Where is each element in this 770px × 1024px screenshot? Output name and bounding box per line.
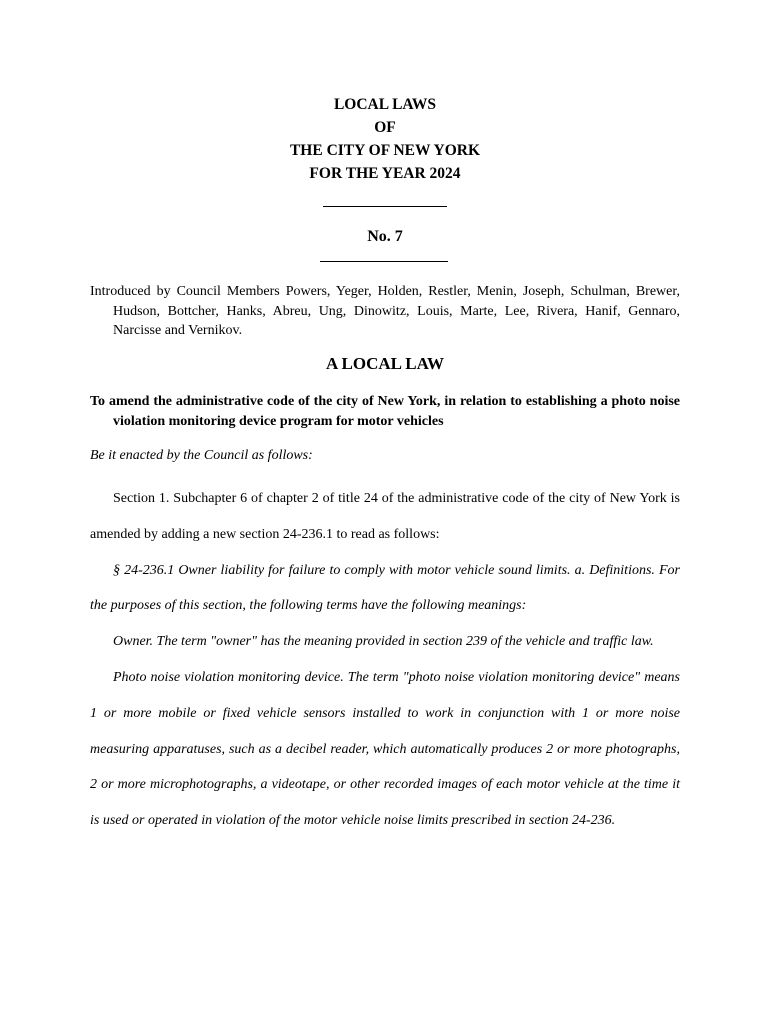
device-definition-paragraph: Photo noise violation monitoring device. The term "photo noise violation monitoring device" means 1 or more mobile or fixed vehicle sensors installed to work in conjunction with 1 or more noise measuring apparatuses, such as a decibel reader, which automatically produces 2 or more photographs, 2 or more microphotographs, a videotape, or other recorded images of each motor vehicle at the time it is used or operated in violation of the motor vehicle noise limits prescribed in section 24-236. [90, 669, 680, 829]
title-line: THE CITY OF NEW YORK [289, 142, 481, 159]
title-line: LOCAL LAWS [333, 96, 437, 113]
top-divider [323, 206, 447, 207]
definition-intro-paragraph: § 24-236.1 Owner liability for failure to comply with motor vehicle sound limits. a. Definitions. For the purposes of this section, the following terms have the following meanings: [90, 562, 680, 614]
title-line: OF [374, 119, 396, 136]
local-law-heading: A LOCAL LAW [325, 354, 445, 373]
section-paragraph: Section 1. Subchapter 6 of chapter 2 of title 24 of the administrative code of the city of New York is amended by adding a new section 24-236.1 to read as follows: [90, 491, 680, 542]
owner-definition-paragraph: Owner. The term "owner" has the meaning provided in section 239 of the vehicle and traffic law. [113, 634, 654, 650]
bottom-divider [320, 261, 448, 262]
sponsors-paragraph: Introduced by Council Members Powers, Yeger, Holden, Restler, Menin, Joseph, Schulman, Brewer, Hudson, Bottcher, Hanks, Abreu, Ung, Dinowitz, Louis, Marte, Lee, Rivera, Hanif, Gennaro, Narcisse and Vernikov. [90, 284, 680, 338]
purpose-statement: To amend the administrative code of the city of New York, in relation to establishing a photo noise violation monitoring device program for motor vehicles [90, 394, 680, 429]
title-line: FOR THE YEAR 2024 [309, 165, 461, 182]
law-number: No. 7 [367, 228, 403, 245]
document-title [0, 93, 770, 185]
law-body [90, 481, 680, 839]
enacting-clause: Be it enacted by the Council as follows: [90, 448, 313, 463]
